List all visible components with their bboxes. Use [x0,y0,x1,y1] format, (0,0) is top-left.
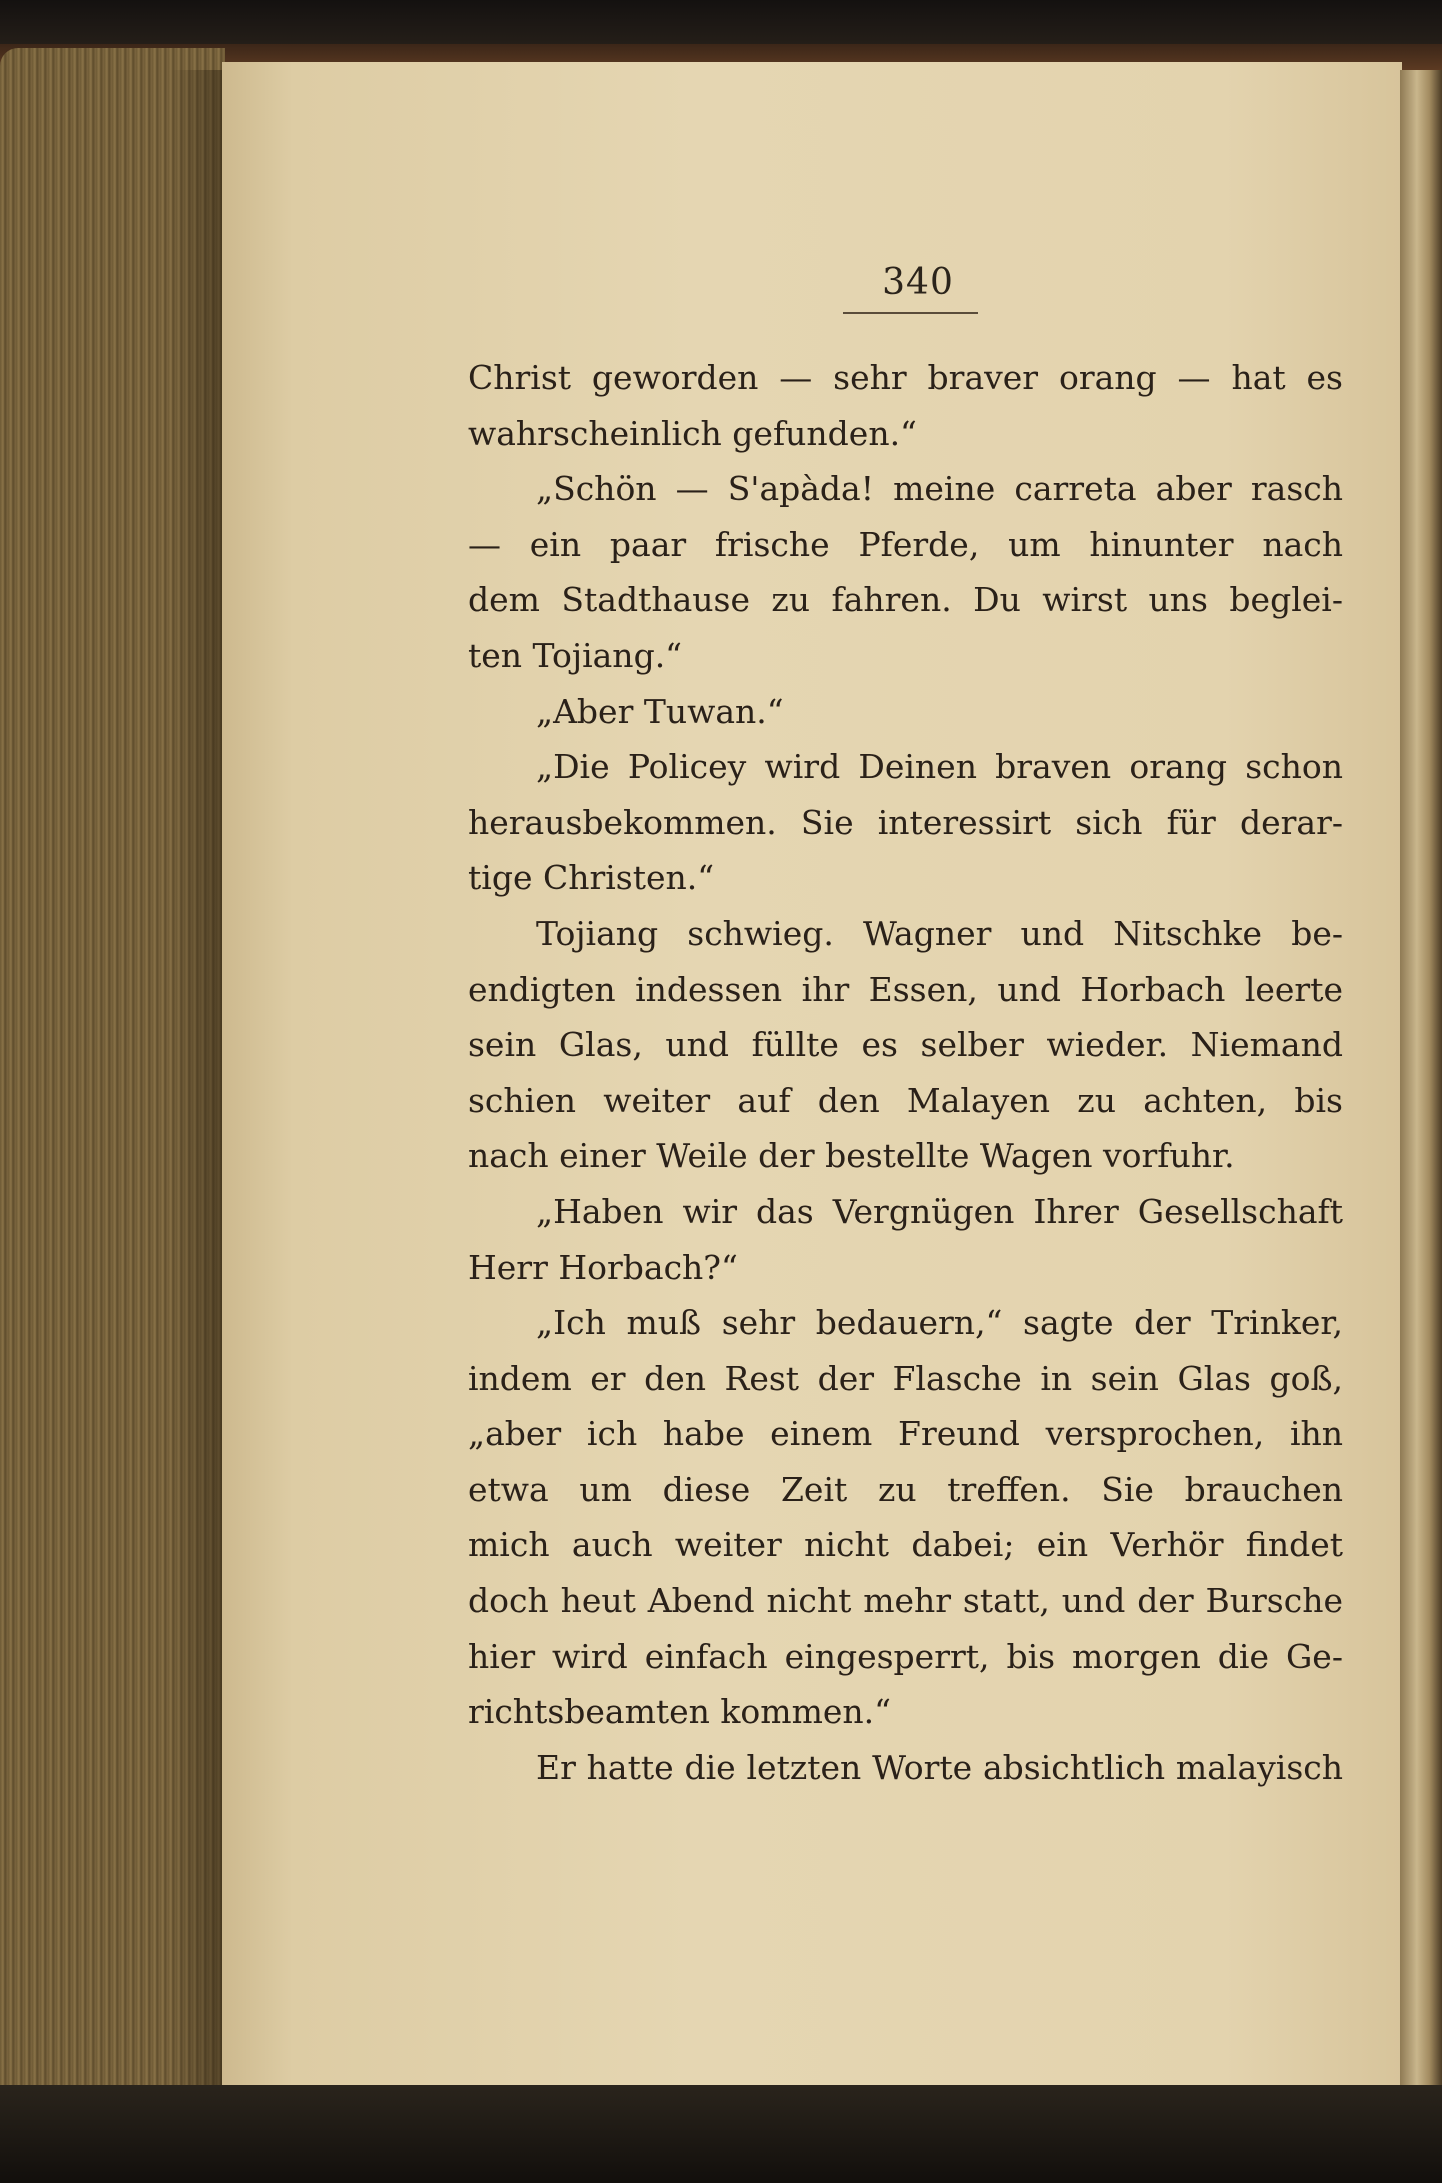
text-line: tige Christen.“ [468,858,715,898]
text-line: Tojiang schwieg. Wagner und Nitschke be- [536,913,1343,953]
text-line: „Ich muß sehr bedauern,“ sagte der Trinker, [536,1303,1343,1343]
text-line: wahrscheinlich gefunden.“ [468,413,917,453]
text-line: „Haben wir das Vergnügen Ihrer Gesellschaft [536,1191,1343,1231]
text-line: mich auch weiter nicht dabei; ein Verhör findet [468,1525,1343,1565]
body-text [468,350,1343,1795]
text-line: herausbekommen. Sie interessirt sich für derar- [468,802,1343,842]
text-line: „Die Policey wird Deinen braven orang schon [536,747,1343,787]
facing-page-edge [1400,70,1442,2090]
text-line: richtsbeamten kommen.“ [468,1692,892,1732]
text-line: „Aber Tuwan.“ [536,691,784,731]
page-number: 340 [882,262,954,303]
text-line: — ein paar frische Pferde, um hinunter nach [468,524,1343,564]
text-line: hier wird einfach eingesperrt, bis morgen die Ge- [468,1636,1343,1676]
text-line: Christ geworden — sehr braver orang — hat es [468,358,1343,397]
text-line: Er hatte die letzten Worte absichtlich malayisch [536,1747,1343,1787]
text-line: dem Stadthause zu fahren. Du wirst uns beglei- [468,580,1343,620]
text-line: „Schön — S'apàda! meine carreta aber rasch [536,469,1343,509]
text-line: ten Tojiang.“ [468,635,683,675]
page-number-rule [843,312,978,314]
text-line: nach einer Weile der bestellte Wagen vorfuhr. [468,1136,1235,1176]
text-line: sein Glas, und füllte es selber wieder. Niemand [468,1025,1343,1065]
scan-background-bottom [0,2085,1442,2183]
text-line: „aber ich habe einem Freund versprochen, ihn [468,1414,1343,1454]
text-line: doch heut Abend nicht mehr statt, und der Bursche [468,1581,1343,1621]
text-line: Herr Horbach?“ [468,1247,738,1287]
text-line: endigten indessen ihr Essen, und Horbach leerte [468,969,1343,1009]
text-line: schien weiter auf den Malayen zu achten, bis [468,1080,1343,1120]
gutter-shadow [170,70,230,2090]
text-line: etwa um diese Zeit zu treffen. Sie brauchen [468,1469,1343,1509]
text-line: indem er den Rest der Flasche in sein Glas goß, [468,1358,1343,1398]
